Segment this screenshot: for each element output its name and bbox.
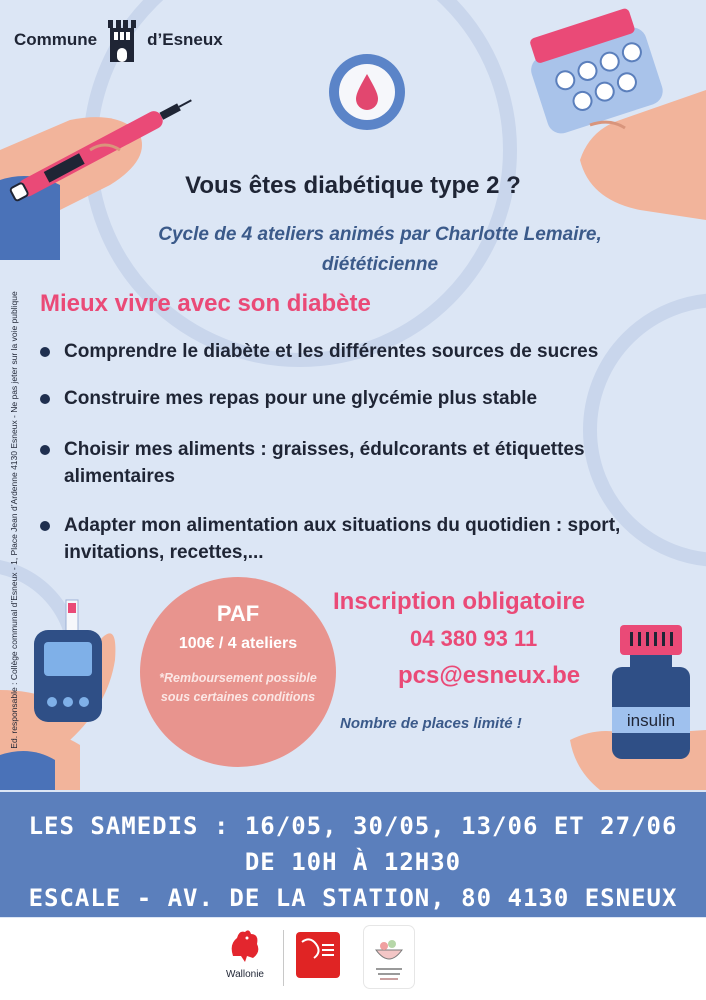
registration-title: Inscription obligatoire bbox=[333, 588, 586, 615]
list-item-text: Choisir mes aliments : graisses, édulcorants et étiquettes alimentaires bbox=[64, 439, 585, 487]
commune-logo bbox=[14, 18, 223, 62]
schedule-band bbox=[0, 792, 706, 917]
schedule-location: ESCALE - AV. DE LA STATION, 80 4130 ESNEUX bbox=[28, 884, 678, 912]
page-title: Vous êtes diabétique type 2 ? bbox=[185, 172, 521, 199]
list-item-text: Comprendre le diabète et les différentes sources de sucres bbox=[64, 341, 599, 362]
price-badge bbox=[140, 577, 336, 767]
logo-divider bbox=[283, 930, 284, 986]
insulin-label: insulin bbox=[626, 711, 676, 730]
wallonie-label: Wallonie bbox=[226, 969, 264, 980]
blood-drop-icon bbox=[329, 54, 405, 130]
price-note: *Remboursement possible sous certaines conditions bbox=[159, 671, 317, 704]
rooster-icon bbox=[225, 926, 265, 962]
castle-tower-icon bbox=[107, 18, 137, 62]
list-item-text: Construire mes repas pour une glycémie plus stable bbox=[64, 388, 538, 409]
list-item-text: Adapter mon alimentation aux situations du quotidien : sport, invitations, recettes,... bbox=[64, 515, 621, 563]
partner-logos bbox=[0, 918, 706, 1000]
pcs-mark-icon bbox=[296, 932, 340, 978]
list-item bbox=[40, 385, 670, 412]
workshop-list bbox=[40, 338, 670, 566]
wallonie-logo bbox=[220, 926, 270, 980]
bullet-dot-icon bbox=[40, 445, 50, 455]
schedule-time: DE 10H À 12H30 bbox=[244, 848, 462, 876]
publisher-note-text: Ed. responsable : Collège communal d’Esneux - 1, Place Jean d’Ardenne 4130 Esneux - Ne pas jeter sur la voie publique bbox=[9, 291, 19, 749]
lemaire-logo bbox=[364, 926, 414, 988]
price-value: 100€ / 4 ateliers bbox=[178, 635, 298, 652]
list-item bbox=[40, 512, 670, 566]
list-item bbox=[40, 436, 670, 490]
section-title: Mieux vivre avec son diabète bbox=[40, 290, 371, 317]
registration-phone[interactable]: 04 380 93 11 bbox=[410, 626, 538, 651]
subtitle-line-1: Cycle de 4 ateliers animés par Charlotte Lemaire, bbox=[158, 224, 602, 245]
bullet-dot-icon bbox=[40, 394, 50, 404]
registration-email[interactable]: pcs@esneux.be bbox=[398, 662, 581, 689]
subtitle-line-2: diététicienne bbox=[321, 254, 439, 275]
bullet-dot-icon bbox=[40, 347, 50, 357]
schedule-dates: LES SAMEDIS : 16/05, 30/05, 13/06 ET 27/06 bbox=[28, 812, 678, 840]
price-label: PAF bbox=[216, 601, 260, 626]
bullet-dot-icon bbox=[40, 521, 50, 531]
brand-name-left: Commune bbox=[14, 30, 98, 49]
insulin-bottle-icon bbox=[570, 625, 706, 790]
pcs-logo bbox=[296, 932, 340, 978]
publisher-note bbox=[4, 270, 24, 770]
subtitle bbox=[80, 220, 680, 280]
limited-places-note: Nombre de places limité ! bbox=[340, 715, 522, 732]
lemaire-bowl-icon bbox=[364, 926, 414, 988]
list-item bbox=[40, 338, 670, 365]
brand-name-right: d’Esneux bbox=[147, 30, 223, 49]
